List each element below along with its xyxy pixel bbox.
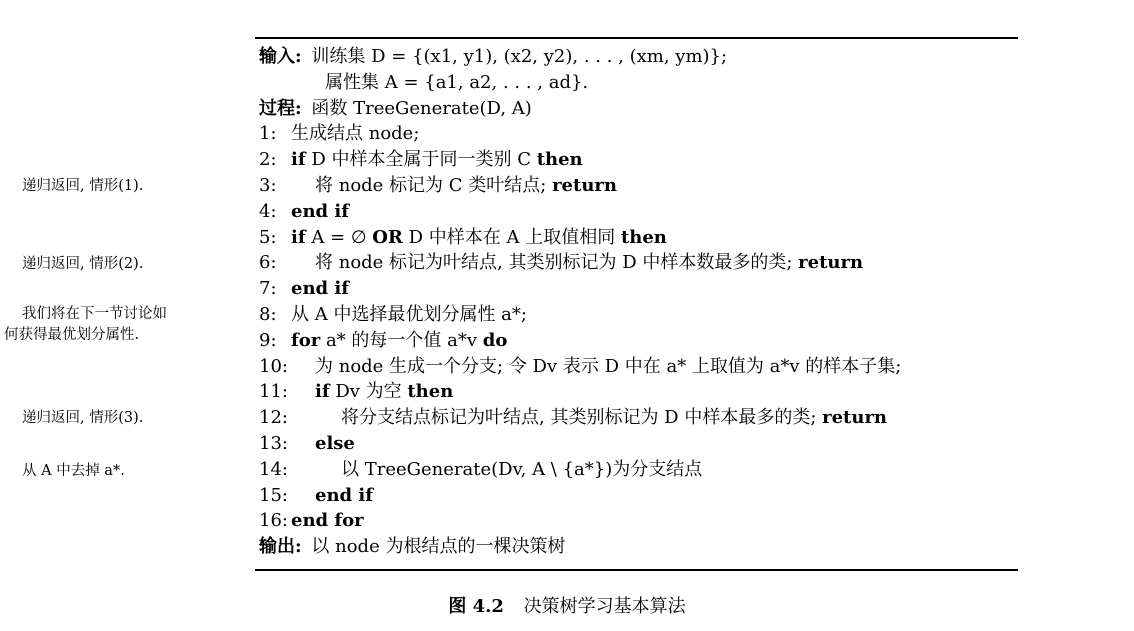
caption-text: 决策树学习基本算法 <box>523 596 686 617</box>
step-number: 6: <box>259 252 277 274</box>
algorithm-step <box>259 199 1019 225</box>
algorithm-step <box>259 508 1019 534</box>
step-number: 2: <box>259 149 277 171</box>
algorithm-step <box>259 276 1019 302</box>
step-number: 3: <box>259 174 277 196</box>
step-text: 将 node 标记为 C 类叶结点; return <box>315 174 617 196</box>
caption-label: 图 4.2 <box>448 596 504 617</box>
input-text-2: 属性集 A = {a1, a2, . . . , ad}. <box>325 71 589 93</box>
step-number: 5: <box>259 226 277 248</box>
input-line-2 <box>259 70 1019 96</box>
step-number: 12: <box>259 407 288 429</box>
step-text: 从 A 中选择最优划分属性 a*; <box>291 303 527 325</box>
step-text: 将 node 标记为叶结点, 其类别标记为 D 中样本数最多的类; return <box>315 252 864 274</box>
step-number: 10: <box>259 355 288 377</box>
margin-note: 递归返回, 情形(2). <box>22 256 144 272</box>
input-label: 输入: <box>259 46 302 67</box>
step-text: 为 node 生成一个分支; 令 Dv 表示 D 中在 a* 上取值为 a*v 的样本子集; <box>315 355 902 377</box>
process-text: 函数 TreeGenerate(D, A) <box>311 97 532 119</box>
step-text: if D 中样本全属于同一类别 C then <box>291 149 583 171</box>
margin-note: 何获得最优划分属性. <box>4 327 140 343</box>
step-number: 1: <box>259 123 277 145</box>
step-number: 4: <box>259 200 277 222</box>
algorithm-step <box>259 328 1019 354</box>
step-number: 14: <box>259 458 288 480</box>
margin-note: 递归返回, 情形(1). <box>22 178 144 194</box>
algorithm-step <box>259 302 1019 328</box>
step-number: 11: <box>259 381 288 403</box>
step-text: 以 TreeGenerate(Dv, A \ {a*})为分支结点 <box>341 458 703 480</box>
step-text: for a* 的每一个值 a*v do <box>291 329 508 351</box>
output-label: 输出: <box>259 536 302 558</box>
step-number: 16: <box>259 510 288 532</box>
step-number: 7: <box>259 278 277 300</box>
algorithm-step <box>259 457 1019 483</box>
algorithm-step <box>259 225 1019 251</box>
step-text: end for <box>291 510 364 532</box>
process-label: 过程: <box>259 97 302 119</box>
margin-note: 递归返回, 情形(3). <box>22 410 144 426</box>
output-line <box>259 534 1019 560</box>
step-text: 生成结点 node; <box>291 123 420 145</box>
step-number: 9: <box>259 329 277 351</box>
step-text: end if <box>315 484 373 506</box>
step-number: 13: <box>259 432 288 454</box>
top-rule <box>255 37 1018 39</box>
algorithm-step <box>259 147 1019 173</box>
algorithm-step <box>259 431 1019 457</box>
step-number: 15: <box>259 484 288 506</box>
algorithm-steps <box>259 121 1019 534</box>
step-text: 将分支结点标记为叶结点, 其类别标记为 D 中样本最多的类; return <box>341 407 888 429</box>
process-line <box>259 96 1019 122</box>
bottom-rule <box>255 569 1018 571</box>
margin-note: 从 A 中去掉 a*. <box>22 463 125 479</box>
step-text: else <box>315 432 355 454</box>
algorithm-step <box>259 173 1019 199</box>
input-line <box>259 44 1019 70</box>
algorithm-step <box>259 121 1019 147</box>
algorithm-box <box>259 44 1019 560</box>
margin-note: 我们将在下一节讨论如 <box>22 306 167 322</box>
algorithm-step <box>259 250 1019 276</box>
step-text: end if <box>291 200 349 222</box>
algorithm-step <box>259 354 1019 380</box>
step-text: if A = ∅ OR D 中样本在 A 上取值相同 then <box>291 226 667 248</box>
algorithm-step <box>259 483 1019 509</box>
figure-caption <box>0 592 1134 618</box>
output-text: 以 node 为根结点的一棵决策树 <box>311 536 566 558</box>
step-text: end if <box>291 278 349 300</box>
step-text: if Dv 为空 then <box>315 381 454 403</box>
input-text: 训练集 D = {(x1, y1), (x2, y2), . . . , (xm, ym)}; <box>311 46 728 67</box>
algorithm-step <box>259 405 1019 431</box>
algorithm-step <box>259 379 1019 405</box>
step-number: 8: <box>259 303 277 325</box>
